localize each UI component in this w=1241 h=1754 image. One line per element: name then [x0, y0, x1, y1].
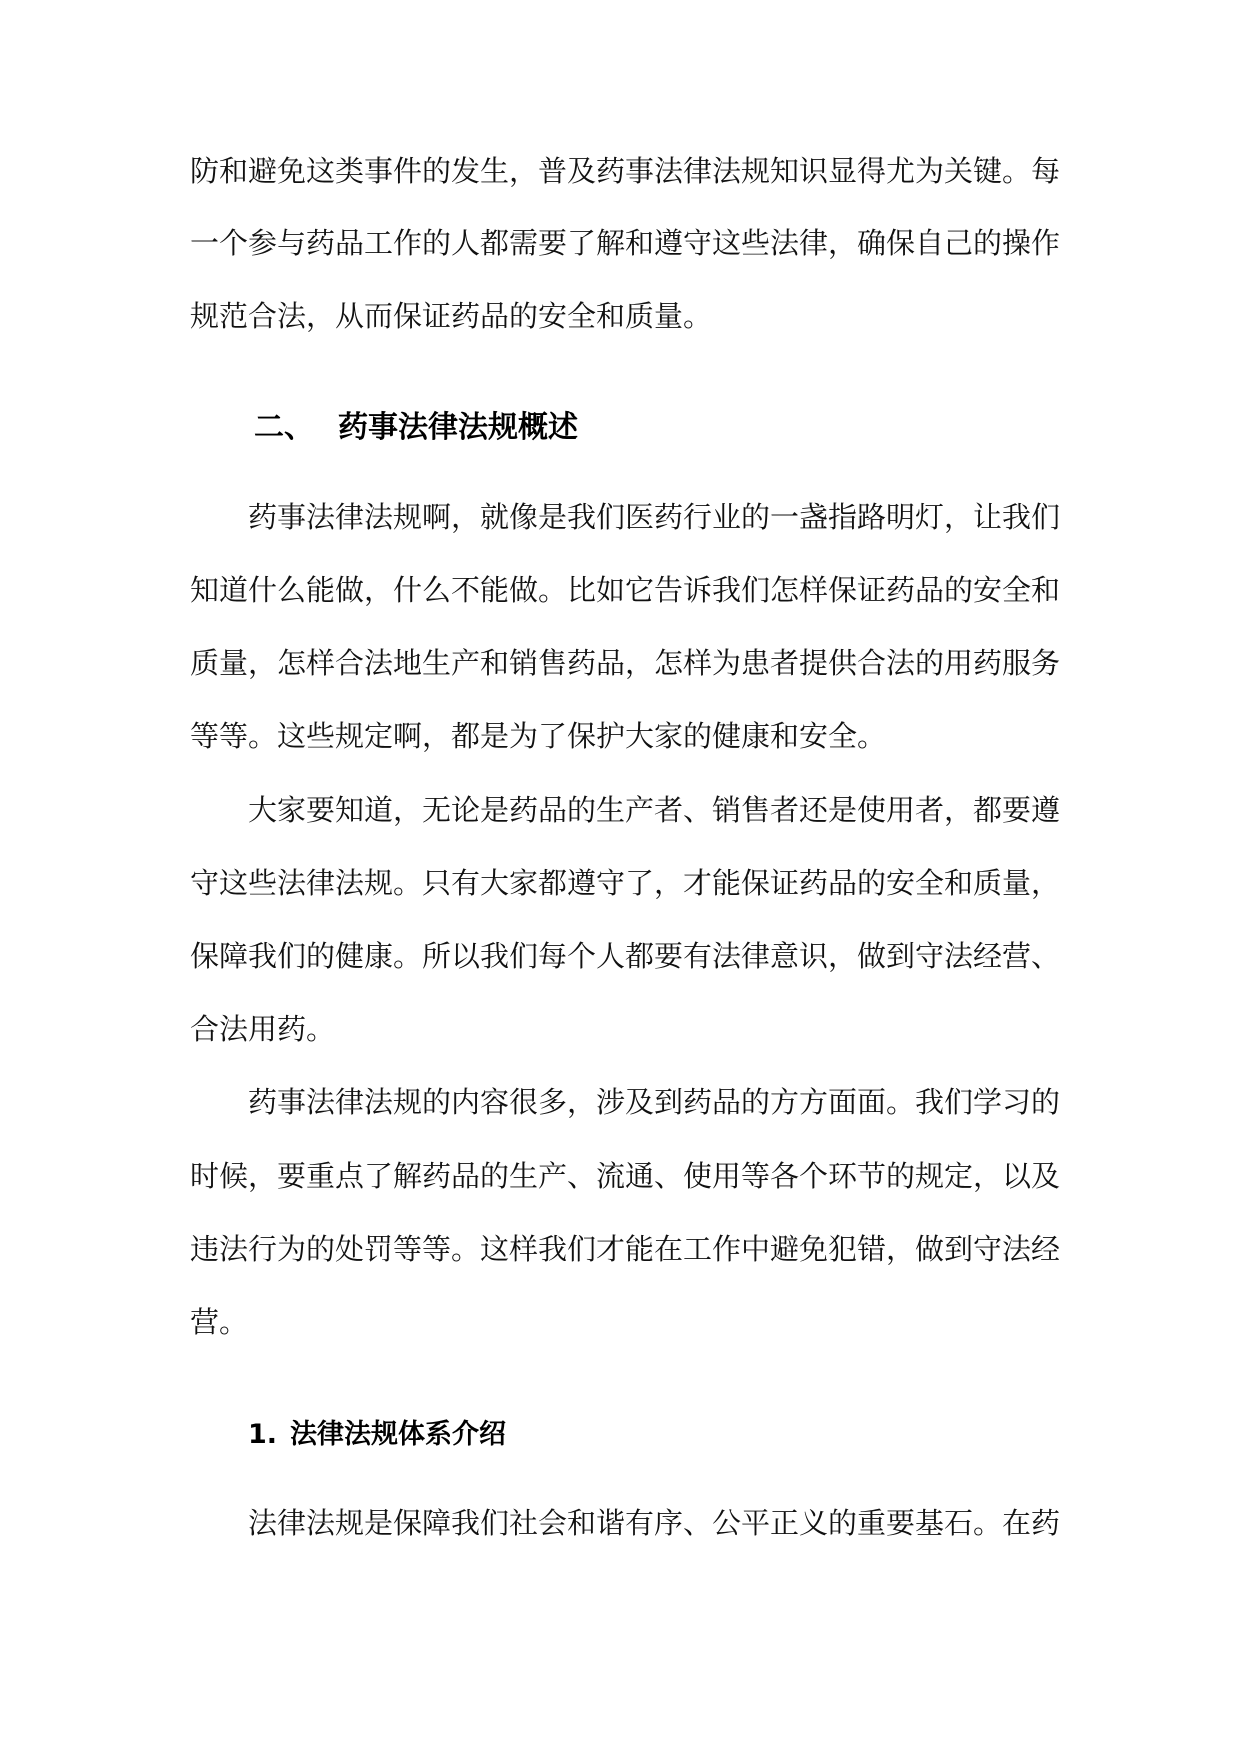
para1-line-2: 知道什么能做，什么不能做。比如它告诉我们怎样保证药品的安全和	[190, 573, 1061, 607]
para1-line-4: 等等。这些规定啊，都是为了保护大家的健康和安全。	[190, 719, 887, 753]
para2-line-1: 大家要知道，无论是药品的生产者、销售者还是使用者，都要遵	[248, 793, 1061, 827]
intro-line-3: 规范合法，从而保证药品的安全和质量。	[190, 299, 713, 333]
section-number: 二、	[254, 410, 314, 445]
subsection-title: 法律法规体系介绍	[290, 1419, 506, 1450]
para4-line-1: 法律法规是保障我们社会和谐有序、公平正义的重要基石。在药	[248, 1506, 1061, 1540]
para1-line-1: 药事法律法规啊，就像是我们医药行业的一盏指路明灯，让我们	[248, 500, 1061, 534]
para2-line-3: 保障我们的健康。所以我们每个人都要有法律意识，做到守法经营、	[190, 939, 1061, 973]
para3-line-1: 药事法律法规的内容很多，涉及到药品的方方面面。我们学习的	[248, 1085, 1061, 1119]
para3-line-3: 违法行为的处罚等等。这样我们才能在工作中避免犯错，做到守法经	[190, 1232, 1061, 1266]
subsection-number: 1.	[248, 1419, 278, 1450]
para2-line-2: 守这些法律法规。只有大家都遵守了，才能保证药品的安全和质量，	[190, 866, 1061, 900]
intro-line-1: 防和避免这类事件的发生，普及药事法律法规知识显得尤为关键。每	[190, 154, 1061, 188]
para3-line-4: 营。	[190, 1305, 249, 1339]
para2-line-4: 合法用药。	[190, 1012, 336, 1046]
para1-line-3: 质量，怎样合法地生产和销售药品，怎样为患者提供合法的用药服务	[190, 646, 1061, 680]
para3-line-2: 时候，要重点了解药品的生产、流通、使用等各个环节的规定，以及	[190, 1159, 1061, 1193]
section-title: 药事法律法规概述	[338, 410, 578, 445]
intro-line-2: 一个参与药品工作的人都需要了解和遵守这些法律，确保自己的操作	[190, 226, 1061, 260]
